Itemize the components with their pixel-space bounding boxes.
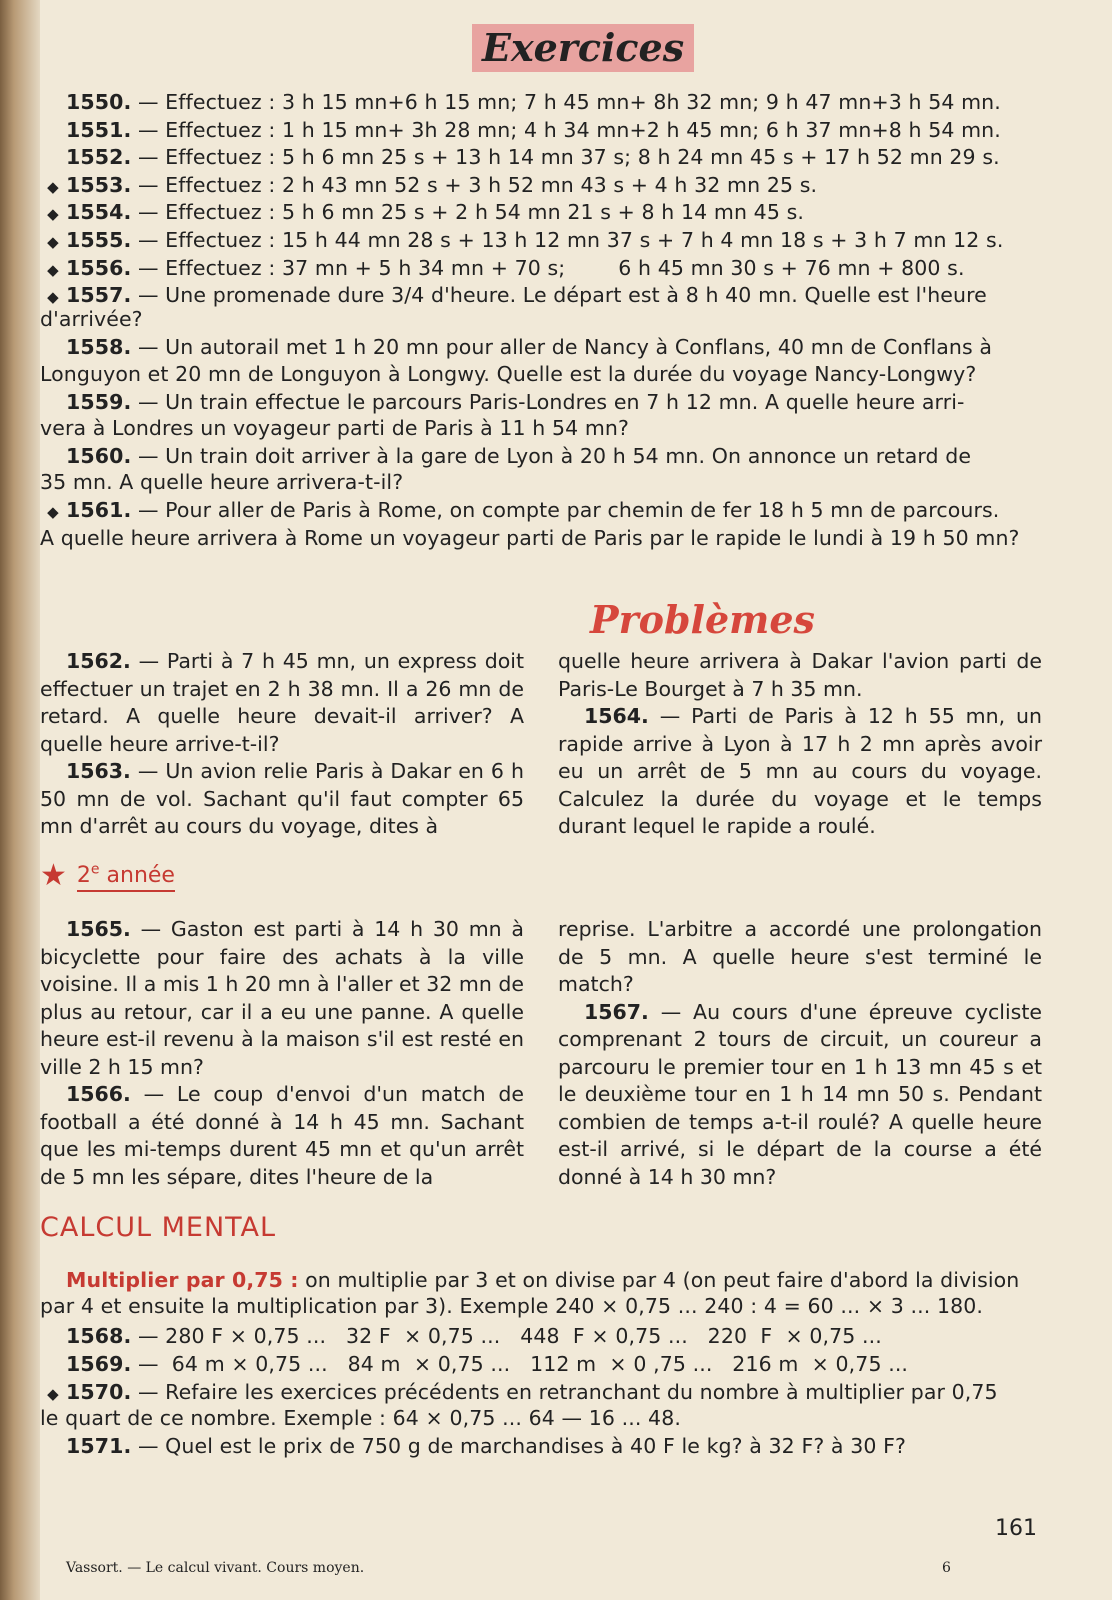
exercise-1559: 1559. — Un train effectue le parcours Paris-Londres en 7 h 12 mn. A quelle heure arri- bbox=[66, 390, 965, 414]
problem-1566-cont: reprise. L'arbitre a accordé une prolongation de 5 mn. A quelle heure s'est terminé le match? bbox=[558, 917, 1042, 996]
exercise-1550: 1550. — Effectuez : 3 h 15 mn+6 h 15 mn; 7 h 45 mn+ 8h 32 mn; 9 h 47 mn+3 h 54 mn. bbox=[66, 90, 1001, 114]
page bbox=[40, 0, 1070, 1600]
exercise-1553: ◆ 1553. — Effectuez : 2 h 43 mn 52 s + 3 h 52 mn 43 s + 4 h 32 mn 25 s. bbox=[40, 171, 1096, 201]
diamond-icon: ◆ bbox=[47, 1385, 59, 1403]
annee-right-column bbox=[558, 916, 1042, 1191]
page-number: 161 bbox=[995, 1516, 1037, 1541]
annee-left-column bbox=[40, 916, 524, 1191]
star-icon: ★ bbox=[40, 858, 67, 893]
problemes-right-column bbox=[558, 648, 1042, 841]
exercise-1560-cont: 35 mn. A quelle heure arrivera-t-il? bbox=[40, 470, 404, 494]
exercise-1569: 1569. — 64 m × 0,75 ... 84 m × 0,75 ... 112 m × 0 ,75 ... 216 m × 0,75 ... bbox=[66, 1352, 909, 1376]
exercise-1554: ◆ 1554. — Effectuez : 5 h 6 mn 25 s + 2 h 54 mn 21 s + 8 h 14 mn 45 s. bbox=[40, 198, 1096, 228]
problemes-heading bbox=[590, 596, 815, 644]
problem-1565: 1565. — Gaston est parti à 14 h 30 mn à bicyclette pour faire des achats à la ville voisine. Il a mis 1 h 20 mn à l'aller et 32 mn de plus au retour, car il a eu une panne. A quelle heure est-il revenu à la maison s'il est resté en ville 2 h 15 mn? bbox=[40, 917, 524, 1079]
exercise-1558: 1558. — Un autorail met 1 h 20 mn pour aller de Nancy à Conflans, 40 mn de Conflans à bbox=[66, 335, 993, 359]
exercices-title: Exercices bbox=[482, 25, 685, 70]
book-spine-shadow bbox=[0, 0, 40, 1600]
diamond-icon: ◆ bbox=[47, 261, 59, 279]
exercise-1561: ◆ 1561. — Pour aller de Paris à Rome, on compte par chemin de fer 18 h 5 mn de parcours. bbox=[40, 496, 1096, 526]
exercise-1568: 1568. — 280 F × 0,75 ... 32 F × 0,75 ... 448 F × 0,75 ... 220 F × 0,75 ... bbox=[66, 1324, 882, 1348]
problem-1563: 1563. — Un avion relie Paris à Dakar en 6 h 50 mn de vol. Sachant qu'il faut compter 65 mn d'arrêt au cours du voyage, dites à bbox=[40, 759, 524, 838]
calcul-mental-title: CALCUL MENTAL bbox=[40, 1212, 277, 1243]
problem-1564: 1564. — Parti de Paris à 12 h 55 mn, un rapide arrive à Lyon à 17 h 2 mn après avoir eu un arrêt de 5 mn au cours du voyage. Calculez la durée du voyage et le temps durant lequel le rapide a roulé. bbox=[558, 704, 1042, 838]
exercise-1556: ◆ 1556. — Effectuez : 37 mn + 5 h 34 mn + 70 s; 6 h 45 mn 30 s + 76 mn + 800 s. bbox=[40, 254, 1096, 284]
annee-heading: ★ 2e année bbox=[40, 858, 175, 893]
problem-1567: 1567. — Au cours d'une épreuve cycliste comprenant 2 tours de circuit, un coureur a parcouru le premier tour en 1 h 13 mn 45 s et le deuxième tour en 1 h 14 mn 50 s. Pendant combien de temps a-t-il roulé? A quelle heure est-il arrivé, si le départ de la course a été donné à 14 h 30 mn? bbox=[558, 999, 1042, 1189]
calcul-rule: Multiplier par 0,75 : on multiplie par 3 et on divise par 4 (on peut faire d'abord la division bbox=[66, 1268, 1020, 1292]
exercise-1571: 1571. — Quel est le prix de 750 g de marchandises à 40 F le kg? à 32 F? à 30 F? bbox=[66, 1434, 906, 1458]
exercise-1570-cont: le quart de ce nombre. Exemple : 64 × 0,75 ... 64 — 16 ... 48. bbox=[40, 1406, 681, 1430]
exercise-1560: 1560. — Un train doit arriver à la gare de Lyon à 20 h 54 mn. On annonce un retard de bbox=[66, 444, 972, 468]
exercise-1570: ◆ 1570. — Refaire les exercices précédents en retranchant du nombre à multiplier par 0,75 bbox=[40, 1378, 1096, 1408]
footer-citation: Vassort. — Le calcul vivant. Cours moyen. bbox=[66, 1560, 365, 1576]
exercise-1557: ◆ 1557. — Une promenade dure 3/4 d'heure. Le départ est à 8 h 40 mn. Quelle est l'heure bbox=[40, 281, 1096, 311]
exercise-1561-cont: A quelle heure arrivera à Rome un voyageur parti de Paris par le rapide le lundi à 19 h 50 mn? bbox=[40, 526, 1020, 550]
exercise-1555: ◆ 1555. — Effectuez : 15 h 44 mn 28 s + 13 h 12 mn 37 s + 7 h 4 mn 18 s + 3 h 7 mn 12 s. bbox=[40, 226, 1096, 256]
exercise-1558-cont: Longuyon et 20 mn de Longuyon à Longwy. Quelle est la durée du voyage Nancy-Longwy? bbox=[40, 362, 977, 386]
diamond-icon: ◆ bbox=[47, 288, 59, 306]
exercices-heading bbox=[472, 24, 694, 72]
calcul-rule-cont: par 4 et ensuite la multiplication par 3). Exemple 240 × 0,75 ... 240 : 4 = 60 ... × 3 ... 180. bbox=[40, 1294, 984, 1318]
diamond-icon: ◆ bbox=[47, 503, 59, 521]
footer-signature: 6 bbox=[942, 1560, 951, 1576]
diamond-icon: ◆ bbox=[47, 233, 59, 251]
exercise-1552: 1552. — Effectuez : 5 h 6 mn 25 s + 13 h 14 mn 37 s; 8 h 24 mn 45 s + 17 h 52 mn 29 s. bbox=[66, 145, 1000, 169]
diamond-icon: ◆ bbox=[47, 205, 59, 223]
problem-1562: 1562. — Parti à 7 h 45 mn, un express doit effectuer un trajet en 2 h 38 mn. Il a 26 mn de retard. A quelle heure devait-il arriver? A quelle heure arrive-t-il? bbox=[40, 649, 524, 756]
diamond-icon: ◆ bbox=[47, 178, 59, 196]
exercise-1557-cont: d'arrivée? bbox=[40, 307, 143, 331]
problem-1566: 1566. — Le coup d'envoi d'un match de football a été donné à 14 h 45 mn. Sachant que les mi-temps durent 45 mn et qu'un arrêt de 5 mn les sépare, dites l'heure de la bbox=[40, 1082, 524, 1189]
problem-1563-cont: quelle heure arrivera à Dakar l'avion parti de Paris-Le Bourget à 7 h 35 mn. bbox=[558, 649, 1042, 701]
exercise-1559-cont: vera à Londres un voyageur parti de Paris à 11 h 54 mn? bbox=[40, 416, 630, 440]
problemes-left-column bbox=[40, 648, 524, 841]
problemes-title: Problèmes bbox=[590, 597, 815, 642]
exercise-1551: 1551. — Effectuez : 1 h 15 mn+ 3h 28 mn; 4 h 34 mn+2 h 45 mn; 6 h 37 mn+8 h 54 mn. bbox=[66, 118, 1001, 142]
